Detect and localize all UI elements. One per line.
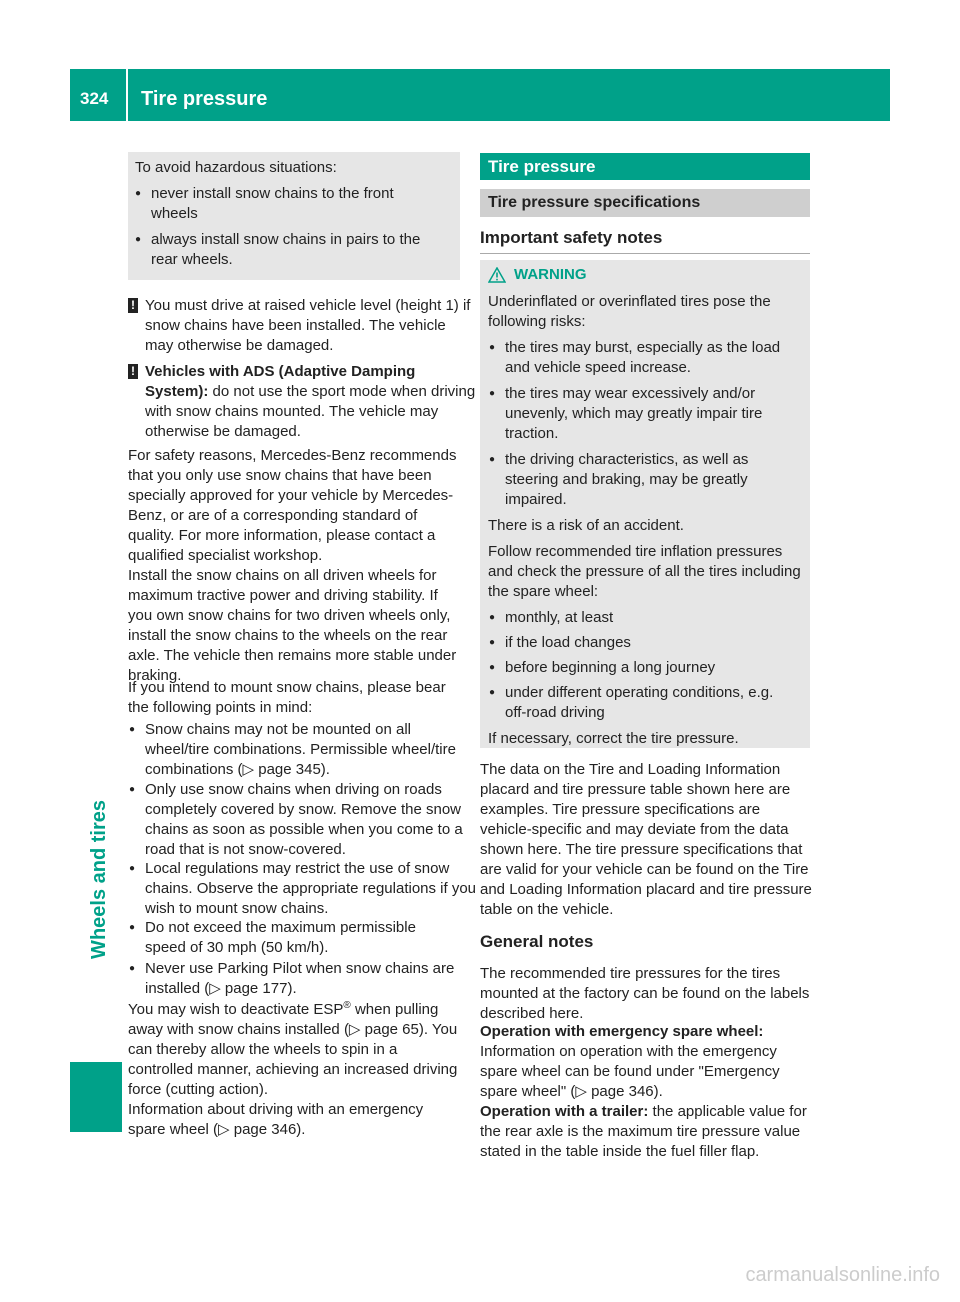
paragraph-esp (128, 1000, 460, 1100)
page-title: Tire pressure (141, 88, 268, 110)
hazard-bullet: ● never install snow chains to the front wheels (134, 184, 441, 224)
hazard-intro: To avoid hazardous situations: (135, 159, 337, 176)
hazard-box (128, 152, 460, 280)
watermark: carmanualsonline.info (745, 1264, 940, 1286)
notice-height-text: You must drive at raised vehicle level (height 1) if snow chains have been installed. The vehicle may otherwise be damaged. (145, 297, 471, 354)
check-bullet: ● monthly, at least (488, 608, 802, 628)
spare-text: Information on operation with the emergency spare wheel can be found under "Emergency spare wheel" (▷ page 346). (480, 1043, 780, 1100)
warning-bullet: ● the tires may burst, especially as the load and vehicle speed increase. (488, 338, 805, 378)
hazard-bullet: ● always install snow chains in pairs to the rear wheels. (134, 230, 451, 270)
warning-header (488, 265, 802, 285)
check-bullet: ● if the load changes (488, 633, 802, 653)
warning-triangle-icon (488, 267, 506, 283)
esp-text-a: You may wish to deactivate ESP (128, 1001, 344, 1018)
warning-end: If necessary, correct the tire pressure. (488, 730, 739, 747)
header-divider (126, 69, 128, 121)
list-item: ● Snow chains may not be mounted on all wheel/tire combinations. Permissible wheel/tire combinations (▷ page 345). (128, 720, 457, 780)
exclamation-icon: ! (128, 298, 138, 313)
page-number: 324 (80, 89, 109, 108)
list-item: ● Only use snow chains when driving on roads completely covered by snow. Remove the snow chains as soon as possible when you come to a road that is not snow-covered. (128, 780, 465, 860)
side-tab-block (70, 1062, 122, 1132)
warning-bullet: ● the tires may wear excessively and/or unevenly, which may greatly impair tire traction. (488, 384, 795, 444)
warning-box (480, 260, 810, 748)
paragraph-trailer (480, 1102, 812, 1162)
subsection-title: Important safety notes (480, 227, 810, 254)
notice-ads (128, 362, 477, 442)
list-item: ● Local regulations may restrict the use of snow chains. Observe the appropriate regulations if you wish to mount snow chains. (128, 859, 477, 919)
trailer-title: Operation with a trailer: (480, 1103, 649, 1120)
warning-risk: There is a risk of an accident. (488, 517, 684, 534)
section-heading: Tire pressure (480, 153, 810, 180)
spare-title: Operation with emergency spare wheel: (480, 1023, 764, 1040)
esp-text-b: when pulling away with snow chains installed (▷ page 65). You can thereby allow the wheels to spin in a controlled manner, achieving an increased driving force (cutting action). (128, 1001, 458, 1098)
trailer-text: the applicable value for the rear axle is the maximum tire pressure value stated in the table inside the fuel filler flap. (480, 1103, 807, 1160)
paragraph: The recommended tire pressures for the tires mounted at the factory can be found on the labels described here. (480, 965, 810, 1022)
warning-bullet: ● the driving characteristics, as well as steering and braking, may be greatly impaired. (488, 450, 802, 510)
paragraph: If you intend to mount snow chains, please bear the following points in mind: (128, 679, 446, 716)
notice-ads-text: do not use the sport mode when driving with snow chains mounted. The vehicle may otherwise be damaged. (145, 383, 476, 440)
paragraph-spare (480, 1022, 812, 1102)
list-item: ● Never use Parking Pilot when snow chains are installed (▷ page 177). (128, 959, 477, 999)
paragraph: Install the snow chains on all driven wheels for maximum tractive power and driving stability. If you own snow chains for two driven wheels only, install the snow chains to the wheels on the rear axle. The vehicle then remains more stable under braking. (128, 567, 457, 684)
paragraph: The data on the Tire and Loading Information placard and tire pressure table shown here are examples. Tire pressure specifications are vehicle-specific and may deviate from the data shown here. The tire pressure specifications that are valid for your vehicle can be found on the Tire and Loading Information placard and tire pressure table on the vehicle. (480, 761, 812, 918)
notice-ads-title: Vehicles with ADS (Adaptive Damping System): (145, 363, 416, 400)
side-tab-label: Wheels and tires (88, 800, 110, 959)
registered-mark: ® (343, 1000, 351, 1011)
paragraph: Information about driving with an emergency spare wheel (▷ page 346). (128, 1101, 424, 1138)
warning-intro: Underinflated or overinflated tires pose the following risks: (488, 293, 771, 330)
warning-follow: Follow recommended tire inflation pressures and check the pressure of all the tires including the spare wheel: (488, 543, 801, 600)
notice-height (128, 296, 477, 356)
subsection-title: General notes (480, 932, 594, 951)
exclamation-icon: ! (128, 364, 138, 379)
paragraph: For safety reasons, Mercedes-Benz recommends that you only use snow chains that have been specially approved for your vehicle by Mercedes-Benz, or are of a corresponding standard of quality. For more information, please contact a qualified specialist workshop. (128, 447, 457, 564)
check-bullet: ● before beginning a long journey (488, 658, 802, 678)
side-tab (84, 800, 114, 1040)
warning-label: WARNING (514, 266, 587, 283)
list-item: ● Do not exceed the maximum permissible speed of 30 mph (50 km/h). (128, 918, 457, 958)
subsection-heading: Tire pressure specifications (480, 189, 810, 217)
check-bullet: ● under different operating conditions, e.g. off-road driving (488, 683, 795, 723)
